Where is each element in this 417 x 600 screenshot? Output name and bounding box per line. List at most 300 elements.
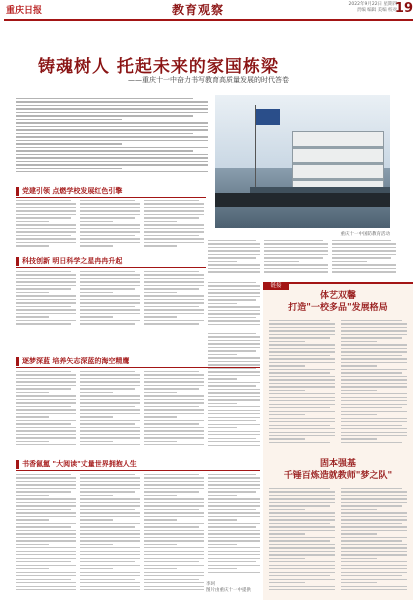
text-line [80, 302, 140, 303]
section-label: 党建引领 点燃学校发展红色引擎 [22, 187, 123, 195]
text-line [144, 292, 177, 293]
text-line [80, 519, 113, 520]
text-line [16, 409, 76, 410]
text-line [80, 561, 135, 562]
text-line [264, 243, 328, 244]
text-line [144, 512, 204, 513]
text-line [341, 435, 407, 436]
text-line [269, 530, 335, 531]
text-line [80, 200, 135, 201]
text-line [341, 537, 407, 538]
text-line [80, 288, 135, 289]
text-line [144, 210, 204, 211]
text-line [208, 268, 260, 269]
text-line [80, 238, 140, 239]
text-line [80, 378, 140, 379]
text-line [208, 554, 260, 555]
text-line [80, 313, 140, 314]
text-line [341, 512, 407, 513]
text-line [144, 437, 204, 438]
text-line [269, 337, 330, 338]
text-line [16, 544, 49, 545]
text-line [144, 589, 204, 590]
text-line [341, 351, 407, 352]
text-line [341, 414, 377, 415]
text-line [341, 586, 407, 587]
section-rule [16, 197, 206, 198]
text-line [16, 295, 76, 296]
text-line [80, 477, 140, 478]
text-line [208, 526, 256, 527]
text-line [269, 575, 330, 576]
text-line [16, 523, 76, 524]
text-line [341, 547, 407, 548]
text-line [341, 334, 407, 335]
text-line [341, 523, 402, 524]
text-line [16, 108, 208, 109]
text-line [208, 347, 260, 348]
text-line [341, 488, 402, 489]
text-line [208, 340, 260, 341]
text-line [208, 484, 260, 485]
section-marker [16, 257, 19, 266]
text-line [208, 498, 260, 499]
text-line [16, 579, 71, 580]
text-line [208, 240, 256, 241]
text-line [208, 343, 260, 344]
text-line [16, 299, 76, 300]
text-column [208, 474, 260, 578]
text-column [269, 488, 335, 596]
text-line [80, 540, 140, 541]
text-line [269, 505, 330, 506]
text-line [269, 558, 305, 559]
text-line [341, 425, 402, 426]
text-line [80, 221, 113, 222]
text-line [208, 306, 260, 307]
text-line [16, 278, 76, 279]
text-line [269, 526, 335, 527]
text-line [144, 568, 177, 569]
text-line [16, 320, 76, 321]
text-line [208, 310, 260, 311]
text-line [16, 245, 49, 246]
text-line [341, 575, 402, 576]
text-line [341, 320, 402, 321]
text-line [144, 413, 204, 414]
text-column [144, 200, 204, 248]
text-line [208, 282, 256, 283]
ship-icon [292, 131, 384, 193]
text-line [16, 274, 76, 275]
section-marker [16, 187, 19, 196]
byline-author: 李珂 [206, 582, 215, 587]
text-line [16, 444, 76, 445]
text-line [144, 481, 204, 482]
text-line [269, 425, 330, 426]
text-line [16, 572, 76, 573]
text-column [208, 240, 260, 276]
text-line [16, 402, 76, 403]
text-line [80, 544, 113, 545]
text-line [80, 502, 140, 503]
text-line [144, 224, 204, 225]
text-line [208, 572, 260, 573]
text-line [341, 355, 402, 356]
text-line [269, 491, 335, 492]
text-line [144, 523, 204, 524]
text-column [80, 371, 140, 451]
news-photo [215, 95, 390, 228]
text-line [16, 477, 76, 478]
text-line [341, 438, 377, 439]
page-number: 19 [394, 1, 413, 16]
text-line [80, 309, 140, 310]
text-line [208, 261, 237, 262]
text-line [264, 247, 328, 248]
text-line [16, 558, 76, 559]
text-line [80, 441, 113, 442]
text-line [80, 547, 140, 548]
text-line [264, 250, 328, 251]
text-line [208, 406, 260, 407]
text-line [16, 565, 76, 566]
text-column [264, 240, 328, 276]
text-line [80, 402, 140, 403]
sidebar-heading [263, 290, 413, 314]
text-line [16, 129, 208, 130]
text-line [341, 404, 407, 405]
text-line [80, 299, 140, 300]
text-line [341, 341, 377, 342]
text-line [269, 519, 335, 520]
sidebar-heading [263, 458, 413, 482]
text-line [144, 477, 204, 478]
text-column [16, 271, 76, 329]
text-line [269, 341, 305, 342]
photo-caption: 重庆十一中国防教育活动 [340, 232, 390, 237]
text-line [269, 438, 305, 439]
text-line [16, 150, 193, 151]
text-line [208, 438, 256, 439]
text-line [341, 498, 407, 499]
text-line [208, 292, 260, 293]
text-column [144, 271, 204, 329]
text-line [80, 430, 140, 431]
text-line [80, 474, 135, 475]
text-line [144, 214, 204, 215]
section-label: 逐梦深蓝 培养矢志深蓝的海空精鹰 [22, 357, 130, 365]
text-line [341, 505, 402, 506]
text-line [269, 407, 330, 408]
text-line [208, 389, 260, 390]
text-line [144, 288, 199, 289]
issue-editors: 责编 编辑 美编 校对 [356, 8, 397, 13]
text-line [269, 383, 335, 384]
text-line [80, 316, 113, 317]
text-line [269, 400, 335, 401]
text-line [80, 575, 140, 576]
text-line [269, 589, 335, 590]
text-line [341, 582, 377, 583]
text-line [208, 333, 256, 334]
text-line [80, 388, 135, 389]
text-line [16, 586, 76, 587]
text-line [341, 358, 407, 359]
text-line [341, 379, 407, 380]
text-line [341, 323, 407, 324]
text-line [16, 540, 76, 541]
section-title: 教育观察 [172, 3, 225, 17]
text-line [264, 268, 328, 269]
text-line [341, 442, 402, 443]
text-line [208, 303, 237, 304]
flag [256, 109, 280, 125]
text-line [269, 502, 335, 503]
text-line [16, 105, 208, 106]
text-line [341, 533, 377, 534]
text-line [144, 306, 199, 307]
text-line [341, 530, 407, 531]
text-line [341, 386, 407, 387]
text-line [16, 119, 122, 120]
text-line [269, 540, 330, 541]
text-line [269, 498, 335, 499]
text-line [332, 264, 396, 265]
section-heading [16, 459, 137, 469]
text-line [264, 254, 328, 255]
text-line [80, 409, 140, 410]
text-line [208, 558, 260, 559]
text-line [341, 526, 407, 527]
newspaper-logo: 重庆日报 [6, 6, 43, 16]
section-label: 书香氤氲 "大阅读"丈量世界拥抱人生 [22, 460, 137, 468]
text-line [16, 533, 76, 534]
text-line [16, 112, 208, 113]
text-line [16, 323, 71, 324]
text-line [341, 502, 407, 503]
text-line [208, 313, 260, 314]
text-line [269, 397, 335, 398]
text-line [144, 299, 204, 300]
section-rule [16, 267, 206, 268]
text-line [16, 554, 76, 555]
text-line [341, 337, 402, 338]
text-column [144, 474, 204, 596]
text-line [341, 568, 407, 569]
text-line [16, 498, 76, 499]
section-rule [16, 470, 260, 471]
text-line [208, 354, 237, 355]
text-line [264, 264, 328, 265]
text-line [269, 358, 335, 359]
text-line [341, 376, 407, 377]
text-line [208, 285, 260, 286]
text-line [80, 516, 140, 517]
masthead [0, 0, 417, 20]
text-line [208, 505, 260, 506]
text-line [16, 157, 208, 158]
text-line [269, 579, 335, 580]
text-line [269, 323, 335, 324]
text-line [269, 572, 335, 573]
text-line [80, 271, 135, 272]
text-line [16, 430, 76, 431]
text-line [144, 420, 204, 421]
text-line [144, 402, 204, 403]
text-line [16, 126, 208, 127]
text-line [208, 361, 260, 362]
text-line [80, 586, 140, 587]
sidebar-box [263, 282, 413, 600]
text-column [144, 371, 204, 451]
text-line [208, 533, 260, 534]
masthead-rule [4, 19, 413, 21]
text-line [208, 477, 260, 478]
text-line [208, 413, 260, 414]
text-line [144, 285, 204, 286]
text-line [144, 399, 204, 400]
text-line [341, 544, 407, 545]
text-line [16, 306, 71, 307]
text-line [341, 540, 402, 541]
text-line [144, 505, 204, 506]
text-line [208, 551, 260, 552]
text-line [264, 240, 323, 241]
text-line [80, 278, 140, 279]
text-line [269, 344, 335, 345]
text-line [16, 171, 208, 172]
text-line [144, 498, 204, 499]
text-line [144, 409, 204, 410]
text-line [332, 247, 396, 248]
text-line [16, 228, 76, 229]
text-line [144, 554, 204, 555]
text-line [341, 411, 407, 412]
text-line [208, 399, 260, 400]
text-line [208, 495, 237, 496]
text-line [16, 200, 71, 201]
text-line [269, 488, 330, 489]
section-heading [16, 256, 122, 266]
text-line [269, 495, 335, 496]
text-line [208, 392, 260, 393]
text-line [269, 561, 335, 562]
text-line [341, 390, 377, 391]
text-line [144, 427, 204, 428]
text-line [16, 589, 76, 590]
text-line [144, 551, 204, 552]
text-line [269, 432, 335, 433]
text-line [16, 509, 71, 510]
text-line [80, 210, 140, 211]
text-line [208, 403, 237, 404]
text-line [208, 385, 256, 386]
text-line [80, 568, 113, 569]
text-line [16, 512, 76, 513]
text-line [16, 484, 76, 485]
text-line [269, 330, 335, 331]
text-line [80, 374, 140, 375]
text-line [80, 505, 140, 506]
text-line [269, 544, 335, 545]
text-line [80, 589, 140, 590]
text-line [332, 254, 396, 255]
text-line [16, 140, 208, 141]
text-line [269, 554, 335, 555]
text-line [16, 235, 71, 236]
text-line [16, 575, 76, 576]
text-line [16, 399, 76, 400]
text-line [80, 214, 140, 215]
text-column [80, 474, 140, 596]
text-line [80, 498, 140, 499]
text-line [144, 207, 204, 208]
text-line [208, 547, 260, 548]
text-line [269, 547, 335, 548]
text-line [341, 572, 407, 573]
text-column [341, 320, 407, 450]
text-line [80, 228, 140, 229]
text-line [208, 530, 260, 531]
text-line [80, 427, 140, 428]
text-line [144, 533, 204, 534]
text-line [208, 431, 260, 432]
text-line [16, 217, 71, 218]
text-line [144, 242, 204, 243]
text-line [80, 533, 140, 534]
text-line [16, 147, 208, 148]
text-line [16, 316, 49, 317]
text-line [80, 488, 140, 489]
text-line [341, 579, 407, 580]
text-line [80, 217, 135, 218]
crowd [215, 193, 390, 207]
text-line [144, 395, 204, 396]
text-line [341, 418, 407, 419]
text-line [208, 382, 260, 383]
text-line [80, 306, 135, 307]
text-line [16, 427, 76, 428]
text-line [144, 526, 199, 527]
text-line [80, 281, 140, 282]
text-line [16, 491, 71, 492]
text-line [144, 565, 204, 566]
text-line [341, 372, 402, 373]
text-line [16, 224, 76, 225]
issue-meta [349, 2, 397, 14]
text-line [144, 502, 204, 503]
text-column [208, 333, 260, 451]
text-line [80, 523, 140, 524]
text-line [80, 481, 140, 482]
section-marker [16, 357, 19, 366]
text-line [269, 533, 305, 534]
text-line [341, 519, 407, 520]
text-line [269, 362, 335, 363]
text-line [208, 264, 260, 265]
text-line [16, 374, 76, 375]
text-line [269, 509, 305, 510]
text-line [16, 395, 76, 396]
text-line [16, 214, 76, 215]
text-line [332, 268, 396, 269]
text-line [16, 416, 49, 417]
text-line [16, 143, 122, 144]
text-line [208, 509, 256, 510]
text-line [80, 491, 135, 492]
text-line [208, 417, 260, 418]
